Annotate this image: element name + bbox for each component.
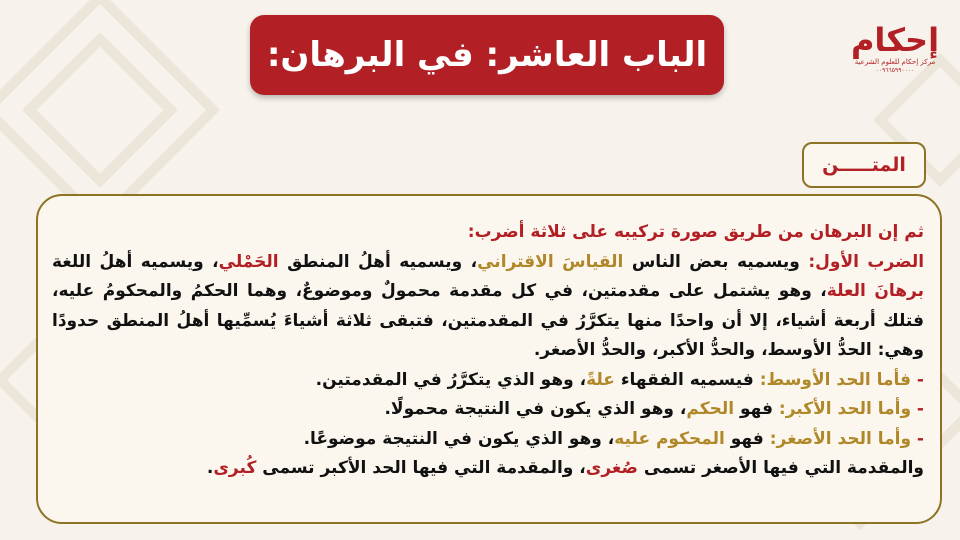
text-panel xyxy=(36,194,942,524)
logo xyxy=(842,22,948,102)
dash-marker: - xyxy=(911,369,924,390)
text-span: فيسميه الفقهاء xyxy=(614,369,760,390)
text-span: ، وهو يشتمل على مقدمتين، في كل مقدمة محمولٌ وموضوعٌ، وهما الحكمُ والمحكومُ عليه، فتلك أربعة أشياء، إلا أن واحدًا منها يتكرَّرُ في المقدمتين، فتبقى ثلاثة أشياءَ يُسمِّيها أهلُ المنطق حدودًا وهي: الحدُّ الأوسط، والحدُّ الأكبر، والحدُّ الأصغر. xyxy=(52,281,924,360)
term-mahkum: المحكوم عليه xyxy=(614,428,725,449)
dash-marker: - xyxy=(911,428,924,449)
text-span: ، وهو الذي يكون في النتيجة محمولًا. xyxy=(384,399,687,419)
text-span: ، ويسميه أهلُ اللغة xyxy=(52,251,219,272)
section-tab xyxy=(802,142,926,188)
major-term-label: وأما الحد الأكبر: xyxy=(778,399,912,419)
term-iqtirani: القياسَ الاقتراني xyxy=(477,251,624,272)
intro-line: ثم إن البرهان من طريق صورة تركيبه على ثلاثة أضرب: xyxy=(467,222,924,242)
term-hukm: الحكم xyxy=(686,399,735,419)
middle-term-label: فأما الحد الأوسط: xyxy=(759,369,912,390)
first-type-label: الضرب الأول: xyxy=(808,251,925,272)
title-banner xyxy=(250,15,724,95)
term-sughra: صُغرى xyxy=(585,458,638,478)
minor-term-label: وأما الحد الأصغر: xyxy=(769,428,912,449)
logo-subtitle: مركز إحكام للعلوم الشرعية xyxy=(854,58,936,66)
logo-word: إحكام xyxy=(850,21,940,59)
text-span: ، ويسميه أهلُ المنطق xyxy=(278,251,478,272)
text-span: ، وهو الذي يتكرَّرُ في المقدمتين. xyxy=(315,369,587,390)
text-span: ويسميه بعض الناس xyxy=(623,251,809,272)
text-span: ، وهو الذي يكون في النتيجة موضوعًا. xyxy=(303,428,615,449)
section-label: المتـــــن xyxy=(822,154,906,176)
term-burhan-illa: برهانَ العلة xyxy=(826,281,924,301)
term-kubra: كُبرى xyxy=(213,458,257,478)
page-title: الباب العاشر: في البرهان: xyxy=(266,35,708,75)
dash-marker: - xyxy=(911,399,924,419)
text-span: فهو xyxy=(734,399,779,419)
term-hamli: الحَمْلي xyxy=(218,251,279,272)
text-span: . xyxy=(206,458,214,478)
text-span: والمقدمة التي فيها الأصغر تسمى xyxy=(637,458,924,478)
term-illa: علةً xyxy=(586,369,615,390)
logo-phone: ٠٠٩٦٦٥٩٩٠٠٠٠ xyxy=(875,67,915,74)
text-span: فهو xyxy=(724,428,770,449)
text-body xyxy=(52,218,924,484)
text-span: ، والمقدمة التي فيها الحد الأكبر تسمى xyxy=(256,458,586,478)
